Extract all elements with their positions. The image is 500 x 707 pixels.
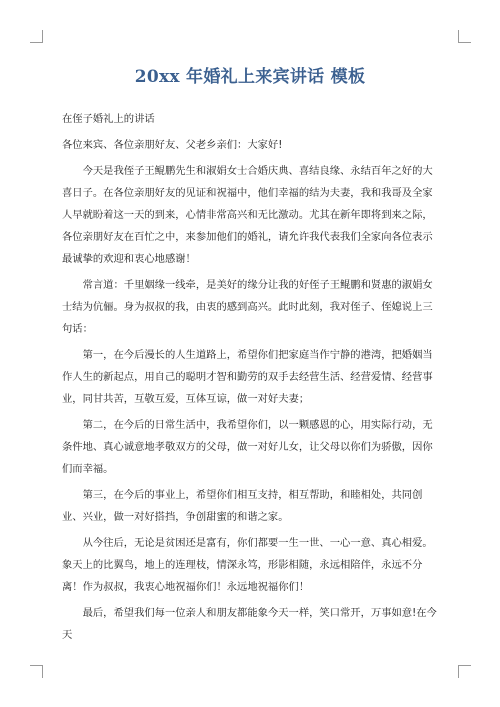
body-paragraph: 从今往后，无论是贫困还是富有，你们都要一生一世、一心一意、真心相爱。象天上的比翼鸟，地上的连理枝，情深永笃，形影相随，永远相陪伴，永远不分离！作为叔叔，我衷心地祝福你们！永远地祝福你们！ <box>62 537 433 593</box>
body-paragraph: 今天是我侄子王鲲鹏先生和淑娟女士合婚庆典、喜结良缘、永结百年之好的大喜日子。在各位亲朋好友的见证和祝福中，他们幸福的结为夫妻，我和我哥及全家人早就盼着这一天的到来，心情非常高兴和无比激动。尤其在新年即将到来之际，各位亲朋好友在百忙之中，来参加他们的婚礼，请允许我代表我们全家向各位表示最诚挚的欢迎和衷心地感谢！ <box>62 165 433 265</box>
body-paragraph: 第一，在今后漫长的人生道路上，希望你们把家庭当作宁静的港湾，把婚姻当作人生的新起点，用自己的聪明才智和勤劳的双手去经营生活、经营爱情、经营事业，同甘共苦，互敬互爱，互体互谅，做一对好夫妻； <box>62 349 433 405</box>
crop-mark-top-right <box>458 30 471 43</box>
greeting-paragraph: 各位来宾、各位亲朋好友、父老乡亲们：大家好! <box>62 139 283 151</box>
body-paragraph: 常言道：千里姻缘一线牵，是美好的缘分让我的好侄子王鲲鹏和贤惠的淑娟女士结为伉俪。身为叔叔的我，由衷的感到高兴。此时此刻，我对侄子、侄媳说上三句话： <box>62 279 433 335</box>
body-paragraph: 最后，希望我们每一位亲人和朋友都能象今天一样，笑口常开，万事如意!在今天 <box>62 607 437 641</box>
crop-mark-bottom-left <box>30 665 43 678</box>
body-paragraph: 第二，在今后的日常生活中，我希望你们，以一颗感恩的心，用实际行动，无条件地、真心诚意地孝敬双方的父母，做一对好儿女，让父母以你们为骄傲，因你们而幸福。 <box>62 419 433 475</box>
document-title: 20xx 年婚礼上来宾讲话 模板 <box>134 67 366 87</box>
body-paragraph: 第三，在今后的事业上，希望你们相互支持，相互帮助，和睦相处，共同创业、兴业，做一对好搭挡，争创甜蜜的和谐之家。 <box>62 489 423 523</box>
crop-mark-bottom-right <box>458 665 471 678</box>
speech-heading: 在侄子婚礼上的讲话 <box>62 113 155 125</box>
crop-mark-top-left <box>30 30 43 43</box>
document-body <box>62 108 440 646</box>
